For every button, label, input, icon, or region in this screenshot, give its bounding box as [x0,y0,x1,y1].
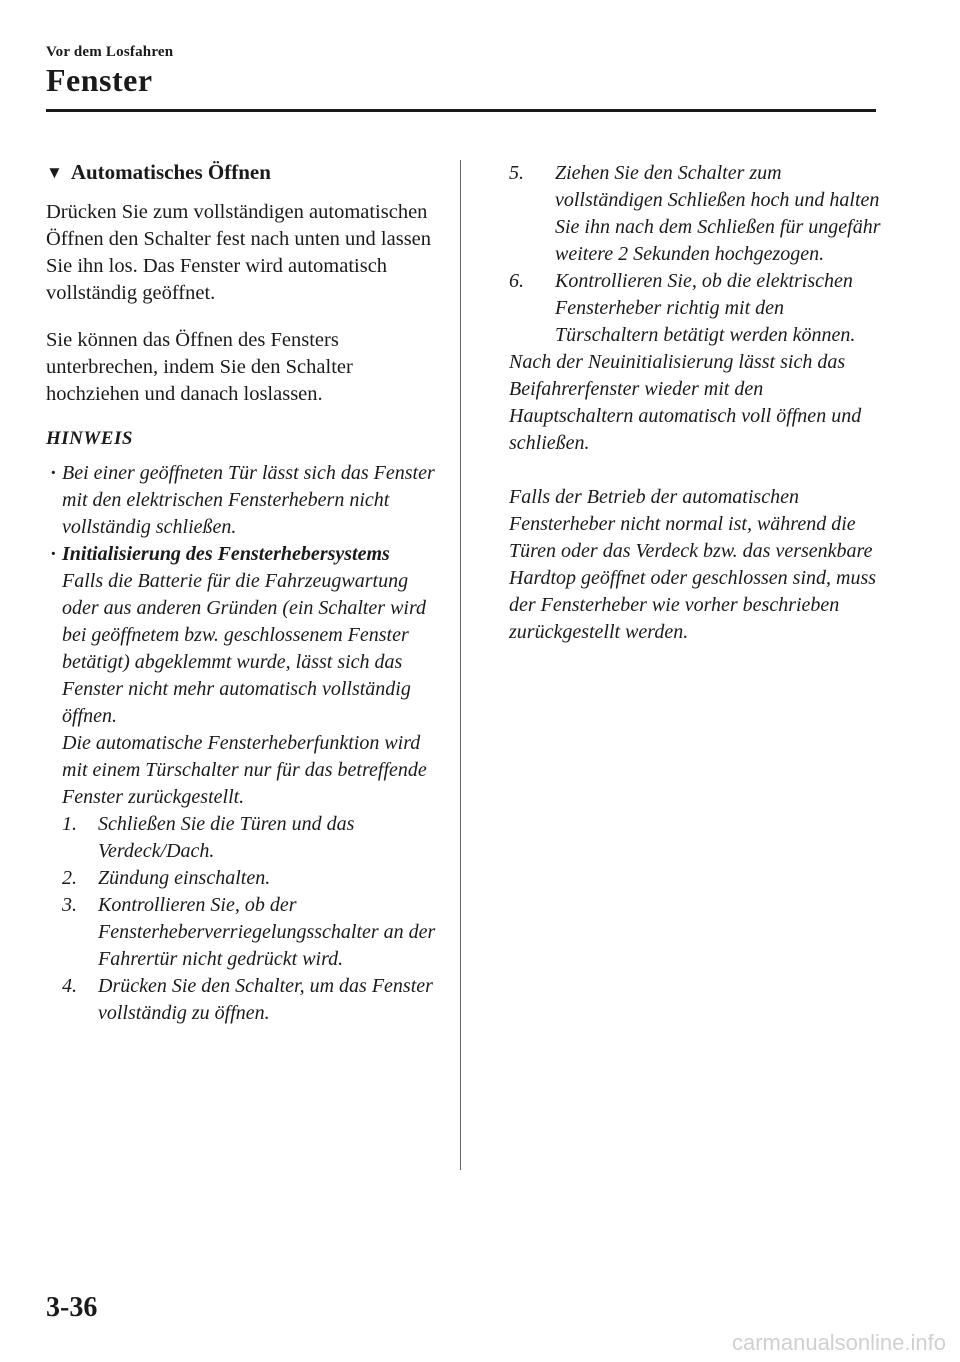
step-text: Kontrollieren Sie, ob die elektrischen Fensterheber richtig mit den Türschaltern betätigt werden können. [555,270,856,346]
step-list-left [46,811,436,1027]
sub-heading-text: Automatisches Öffnen [70,160,271,184]
paragraph-1: Drücken Sie zum vollständigen automatischen Öffnen den Schalter fest nach unten und lassen Sie ihn los. Das Fenster wird automatisch vollständig geöffnet. [46,201,432,304]
reset-paragraph: Falls der Betrieb der automatischen Fensterheber nicht normal ist, während die Türen oder das Verdeck bzw. das versenkbare Hardtop geöffnet oder geschlossen sind, muss der Fensterheber wie vorher beschrieben zurückgestellt werden. [509,486,877,643]
step-number: 3. [62,894,77,916]
step-number: 1. [62,813,77,835]
reinit-paragraph: Nach der Neuinitialisierung lässt sich das Beifahrerfenster wieder mit den Hauptschaltern automatisch voll öffnen und schließen. [509,351,862,454]
step-number: 6. [509,270,524,292]
step-number: 4. [62,975,77,997]
step-number: 2. [62,867,77,889]
header-rule [46,109,876,112]
note-bullet-1-text: Bei einer geöffneten Tür lässt sich das Fenster mit den elektrischen Fensterhebern nicht vollständig schließen. [62,462,435,538]
note-bullet-2-text-1: Falls die Batterie für die Fahrzeugwartung oder aus anderen Gründen (ein Schalter wird bei geöffnetem bzw. geschlossenem Fenster betätigt) abgeklemmt wurde, lässt sich das Fenster nicht mehr automatisch vollständig öffnen. [62,570,427,727]
watermark: carmanualsonline.info [731,1330,946,1355]
chapter-title: Fenster [46,62,153,98]
step-item [509,268,889,349]
step-item [62,892,436,973]
section-label: Vor dem Losfahren [46,44,174,60]
note-bullet-2-text-2: Die automatische Fensterheberfunktion wird mit einem Türschalter nur für das betreffende Fenster zurückgestellt. [62,732,427,808]
step-text: Kontrollieren Sie, ob der Fensterheberverriegelungsschalter an der Fahrertür nicht gedrückt wird. [98,894,436,970]
note-bullet-1 [46,460,436,541]
note-bullet-2 [46,541,436,811]
step-item [62,973,436,1027]
note-label: HINWEIS [46,428,133,449]
page-number: 3-36 [46,1292,98,1323]
step-text: Schließen Sie die Türen und das Verdeck/Dach. [98,813,355,862]
step-text: Ziehen Sie den Schalter zum vollständigen Schließen hoch und halten Sie ihn nach dem Schließen für ungefähr weitere 2 Sekunden hochgezogen. [555,162,881,265]
paragraph-2: Sie können das Öffnen des Fensters unterbrechen, indem Sie den Schalter hochziehen und danach loslassen. [46,329,353,405]
bullet-dot-icon: · [50,462,57,484]
step-text: Zündung einschalten. [98,867,271,889]
triangle-down-icon: ▼ [46,162,63,182]
bullet-dot-icon: · [50,543,57,565]
column-divider [460,160,461,1170]
step-text: Drücken Sie den Schalter, um das Fenster vollständig zu öffnen. [98,975,433,1024]
step-item [509,160,889,268]
step-item [62,811,436,865]
sub-heading [46,160,436,185]
step-number: 5. [509,162,524,184]
step-item [62,865,436,892]
left-column [46,160,436,1027]
note-bullet-2-title: Initialisierung des Fensterhebersystems [62,543,390,565]
right-column [509,160,889,646]
